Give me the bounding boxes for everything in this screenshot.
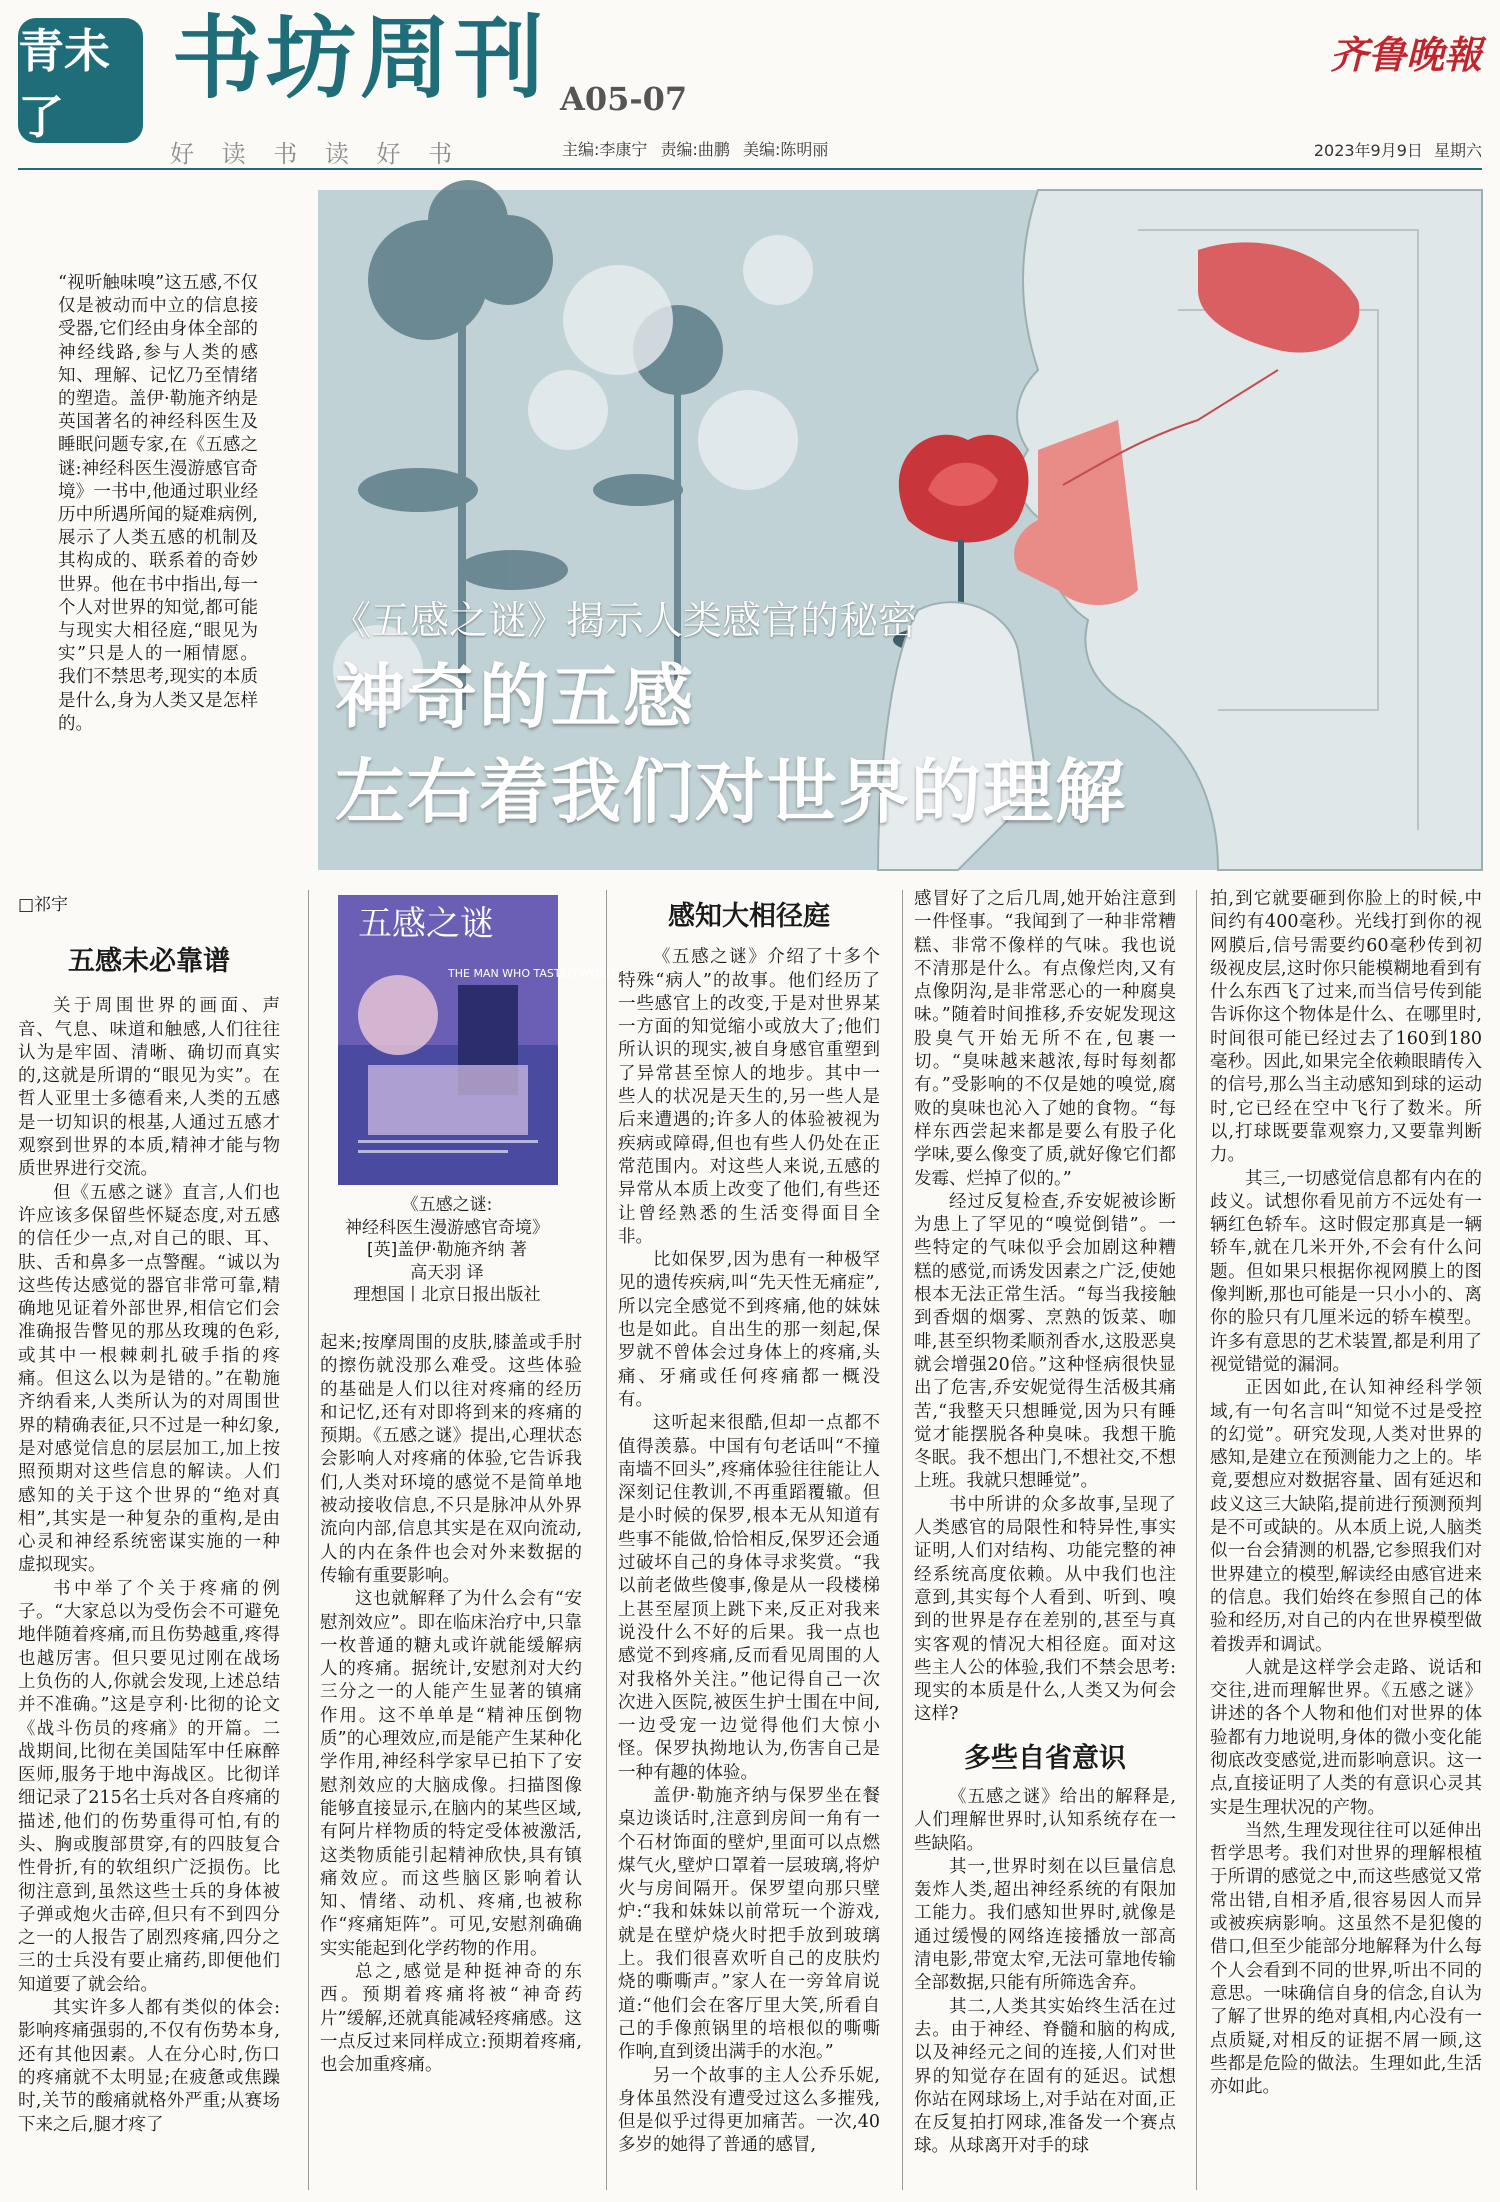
column-rule: [308, 890, 309, 2190]
subheading: 感知大相径庭: [668, 901, 830, 932]
paragraph: 但《五感之谜》直言,人们也许应该多保留些怀疑态度,对五感的信任少一点,对自己的眼、耳、肤、舌和鼻多一点警醒。“诚以为这些传达感觉的器官非常可靠,精确地见证着外部世界,相信它们会准确报告瞥见的那丛玫瑰的色彩,或其中一根棘刺扎破手指的疼痛。但这么以为是错的。”在勒施齐纳看来,人类所认为的对周围世界的精确表征,只不过是一种幻象,是对感觉信息的层层加工,加上按照预期对这些信息的解读。人们感知的关于这个世界的“绝对真相”,其实是一种复杂的重构,是由心灵和神经系统密谋实施的一种虚拟现实。: [18, 1182, 280, 1576]
paragraph: 其实许多人都有类似的体会:影响疼痛强弱的,不仅有伤势本身,还有其他因素。人在分心时,伤口的疼痛就不太明显;在疲惫或焦躁时,关节的酸痛就格外严重;从赛场下来之后,腿才疼了: [18, 1998, 280, 2135]
subheading: 五感未必靠谱: [68, 946, 230, 977]
book-publisher: 理想国丨北京日报出版社: [353, 1285, 541, 1305]
paragraph: 感冒好了之后几周,她开始注意到一件怪事。“我闻到了一种非常糟糕、非常不像样的气味。我也说不清那是什么。有点像烂肉,又有点像阴沟,是非常恶心的一种腐臭味。”随着时间推移,乔安妮发现这股臭气开始无所不在,包裹一切。“臭味越来越浓,每时每刻都有。”受影响的不仅是她的嗅觉,腐败的臭味也沁入了她的食物。“每样东西尝起来都是要么有股子化学味,要么像变了质,就好像它们都发霉、烂掉了似的。”: [914, 889, 1176, 1189]
paragraph: 其三,一切感觉信息都有内在的歧义。试想你看见前方不远处有一辆红色轿车。这时假定那真是一辆轿车,就在几米开外,不会有什么问题。但如果只根据你视网膜上的图像判断,那也可能是一只小小的、离你的脸只有几厘米远的轿车模型。许多有意思的艺术装置,都是利用了视觉错觉的漏洞。: [1210, 1168, 1482, 1375]
article-column-5: [1210, 888, 1482, 2195]
issue-date: 2023年9月9日 星期六: [1313, 141, 1482, 160]
paragraph: 书中所讲的众多故事,呈现了人类感官的局限性和特异性,事实证明,人们对结构、功能完整的神经系统高度依赖。从中我们也注意到,其实每个人看到、听到、嗅到的世界是存在差别的,甚至与真实客观的情况大相径庭。面对这些主人公的体验,我们不禁会思考:现实的本质是什么,人类又为何会这样?: [914, 1494, 1176, 1725]
masthead-rule: [18, 168, 1482, 170]
book-cover-image: [338, 895, 623, 1185]
book-cover-english: THE MAN WHO TASTED WORDS: [448, 967, 623, 980]
section-logo: 青未了: [18, 18, 143, 143]
paragraph: 人就是这样学会走路、说话和交往,进而理解世界。《五感之谜》讲述的各个人物和他们对世界的体验都有力地说明,身体的微小变化能彻底改变感觉,进而影响意识。这一点,直接证明了人类的有意识心灵其实是生理状况的产物。: [1210, 1657, 1482, 1818]
newspaper-logo: 齐鲁晚報: [1329, 32, 1482, 77]
paragraph: 拍,到它就要砸到你脸上的时候,中间约有400毫秒。光线打到你的视网膜后,信号需要约60毫秒传到初级视皮层,这时你只能模糊地看到有什么东西飞了过来,而当信号传到能告诉你这个物体是什么、在哪里时,时间很可能已经过去了160到180毫秒。因此,如果完全依赖眼睛传入的信号,那么当主动感知到球的运动时,它已经在空中飞行了数米。所以,打球既要靠观察力,又要靠判断力。: [1210, 889, 1482, 1166]
paragraph: 关于周围世界的画面、声音、气息、味道和触感,人们往往认为是牢固、清晰、确切而真实的,这就是所谓的“眼见为实”。在哲人亚里士多德看来,人类的五感是一切知识的根基,人通过五感才观察到世界的本质,精神才能与物质世界进行交流。: [18, 996, 280, 1180]
paragraph: 正因如此,在认知神经科学领域,有一句名言叫“知觉不过是受控的幻觉”。研究发现,人类对世界的感知,是建立在预测能力之上的。毕竟,要想应对数据容量、固有延迟和歧义这三大缺陷,提前进行预测预判是不可或缺的。从本质上说,人脑类似一台会猜测的机器,它参照我们对世界建立的模型,解读经由感官进来的信息。我们始终在参照自己的体验和经历,对自己的内在世界模型做着拨弄和调试。: [1210, 1378, 1482, 1655]
book-cover-title: 五感之谜: [358, 904, 494, 944]
article-column-4: [914, 888, 1176, 2195]
book-info: [322, 1194, 572, 1307]
article-column-1: [18, 946, 280, 2195]
paragraph: 经过反复检查,乔安妮被诊断为患上了罕见的“嗅觉倒错”。一些特定的气味似乎会加剧这种糟糕的感觉,而诱发因素之广泛,使她根本无法正常生活。“每当我接触到香烟的烟雾、烹熟的饭菜、咖啡,甚至织物柔顺剂香水,这股恶臭就会增强20倍。”这种怪病很快显出了危害,乔安妮觉得生活极其痛苦,“我整天只想睡觉,因为只有睡觉才能摆脱各种臭味。我想干脆冬眠。我不想出门,不想社交,不想上班。我就只想睡觉”。: [914, 1191, 1176, 1492]
page-number: A05-07: [560, 80, 688, 118]
paragraph: 总之,感觉是种挺神奇的东西。预期着疼痛将被“神奇药片”缓解,还就真能减轻疼痛感。这一点反过来同样成立:预期着疼痛,也会加重疼痛。: [320, 1962, 582, 2076]
column-rule: [902, 890, 903, 2190]
paragraph: 起来;按摩周围的皮肤,膝盖或手肘的擦伤就没那么难受。这些体验的基础是人们以往对疼痛的经历和记忆,还有对即将到来的疼痛的预期。《五感之谜》提出,心理状态会影响人对疼痛的体验,它告诉我们,人类对环境的感觉不是简单地被动接收信息,不只是脉冲从外界流向内部,信息其实是在双向流动,人的内在条件也会对外来数据的传输有重要影响。: [320, 1333, 582, 1586]
byline: □祁宇: [18, 895, 69, 915]
paragraph: 另一个故事的主人公乔乐妮,身体虽然没有遭受过这么多摧残,但是似乎过得更加痛苦。一次,40多岁的她得了普通的感冒,: [618, 2065, 880, 2156]
editor-credits: 主编:李康宁 责编:曲鹏 美编:陈明丽: [562, 140, 829, 159]
paragraph: 盖伊·勒施齐纳与保罗坐在餐桌边谈话时,注意到房间一角有一个石材饰面的壁炉,里面可以点燃煤气火,壁炉口罩着一层玻璃,将炉火与房间隔开。保罗望向那只壁炉:“我和妹妹以前常玩一个游戏,就是在壁炉烧火时把手放到玻璃上。我们很喜欢听自己的皮肤灼烧的嘶嘶声。”家人在一旁耸肩说道:“他们会在客厅里大笑,所看自己的手像煎锅里的培根似的嘶嘶作响,直到烫出满手的水泡。”: [618, 1785, 880, 2063]
paragraph: 其一,世界时刻在以巨量信息轰炸人类,超出神经系统的有限加工能力。我们感知世界时,就像是通过缓慢的网络连接播放一部高清电影,带宽太窄,无法可靠地传输全部数据,只能有所筛选舍弃。: [914, 1856, 1176, 1994]
subheading: 多些自省意识: [964, 1742, 1126, 1774]
book-author: [英]盖伊·勒施齐纳 著: [366, 1240, 528, 1260]
column-rule: [1196, 890, 1197, 2190]
paragraph: 比如保罗,因为患有一种极罕见的遗传疾病,叫“先天性无痛症”,所以完全感觉不到疼痛,他的妹妹也是如此。自出生的那一刻起,保罗就不曾体会过身体上的疼痛,头痛、牙痛或任何疼痛都一概没有。: [618, 1250, 880, 1410]
paragraph: 这听起来很酷,但却一点都不值得羡慕。中国有句老话叫“不撞南墙不回头”,疼痛体验往往能让人深刻记住教训,不再重蹈覆辙。但是小时候的保罗,根本无从知道有些事不能做,恰恰相反,保罗还会通过破坏自己的身体寻求奖赏。“我以前老做些傻事,像是从一段楼梯上甚至屋顶上跳下来,反正对我来说没什么不好的后果。我一点也感觉不到疼痛,反而看见周围的人对我格外关注。”他记得自己一次次进入医院,被医生护士围在中间,一边受宠一边觉得他们大惊小怪。保罗执拗地认为,伤害自己是一种有趣的体验。: [618, 1413, 880, 1783]
paragraph: 这也就解释了为什么会有“安慰剂效应”。即在临床治疗中,只靠一枚普通的糖丸或许就能缓解病人的疼痛。据统计,安慰剂对大约三分之一的人能产生显著的镇痛作用。这不单单是“精神压倒物质”的心理效应,而是能产生某种化学作用,神经科学家早已拍下了安慰剂效应的大脑成像。扫描图像能够直接显示,在脑内的某些区域,有阿片样物质的特定受体被激活,这类物质能引起精神欣快,具有镇痛效应。而这些脑区影响着认知、情绪、动机、疼痛,也被称作“疼痛矩阵”。可见,安慰剂确确实实能起到化学药物的作用。: [320, 1589, 582, 1959]
article-column-2: [320, 1332, 582, 2195]
headline-line-2: 左右着我们对世界的理解: [335, 750, 1127, 833]
column-rule: [606, 890, 607, 2190]
paragraph: 书中举了个关于疼痛的例子。“大家总以为受伤会不可避免地伴随着疼痛,而且伤势越重,疼得也越厉害。但只要见过刚在战场上负伤的人,你就会发现,上述总结并不准确。”这是亨利·比彻的论文《战斗伤员的疼痛》的开篇。二战期间,比彻在美国陆军中任麻醉医师,服务于地中海战区。比彻详细记录了215名士兵对各自疼痛的描述,他们的伤势重得可怕,有的头、胸或腹部贯穿,有的四肢复合性骨折,有的软组织广泛损伤。比彻注意到,虽然这些士兵的身体被子弹或炮火击碎,但只有不到四分之一的人报告了剧烈疼痛,四分之三的士兵没有要止痛药,即便他们知道要了就会给。: [18, 1578, 280, 1995]
book-title-line-1: 《五感之谜:: [401, 1195, 493, 1215]
book-translator: 高天羽 译: [410, 1262, 484, 1283]
section-title: 书坊周刊: [172, 6, 548, 111]
paragraph: 其二,人类其实始终生活在过去。由于神经、脊髓和脑的构成,以及神经元之间的连接,人们对世界的知觉存在固有的延迟。试想你站在网球场上,对手站在对面,正在反复拍打网球,准备发一个赛点球。从球离开对手的球: [914, 1996, 1176, 2157]
article-subtitle: 《五感之谜》揭示人类感官的秘密: [332, 599, 918, 644]
book-title-line-2: 神经科医生漫游感官奇境》: [345, 1217, 549, 1238]
slogan: 好 读 书 读 好 书: [170, 140, 463, 168]
article-column-3: [618, 901, 880, 2195]
paragraph: 当然,生理发现往往可以延伸出哲学思考。我们对世界的理解根植于所谓的感觉之中,而这些感觉又常常出错,自相矛盾,很容易因人而异或被疾病影响。这虽然不是犯傻的借口,但至少能部分地解释为什么每个人会看到不同的世界,听出不同的意思。一味确信自身的信念,自认为了解了世界的绝对真相,内心没有一点质疑,对相反的证据不屑一顾,这些都是危险的做法。生理如此,生活亦如此。: [1210, 1820, 1482, 2098]
intro-text: “视听触味嗅”这五感,不仅仅是被动而中立的信息接受器,它们经由身体全部的神经线路,参与人类的感知、理解、记忆乃至情绪的塑造。盖伊·勒施齐纳是英国著名的神经科医生及睡眠问题专家,在《五感之谜:神经科医生漫游感官奇境》一书中,他通过职业经历中所遇所闻的疑难病例,展示了人类五感的机制及其构成的、联系着的奇妙世界。他在书中指出,每一个人对世界的知觉,都可能与现实大相径庭,“眼见为实”只是人的一厢情愿。我们不禁思考,现实的本质是什么,身为人类又是怎样的。: [58, 273, 258, 734]
paragraph: 《五感之谜》给出的解释是,人们理解世界时,认知系统存在一些缺陷。: [914, 1786, 1176, 1854]
headline-line-1: 神奇的五感: [335, 655, 695, 738]
paragraph: 《五感之谜》介绍了十多个特殊“病人”的故事。他们经历了一些感官上的改变,于是对世界某一方面的知觉缩小或放大了;他们所认识的现实,被自身感官重塑到了异常甚至惊人的地步。其中一些人的状况是天生的,另一些人是后来遭遇的;许多人的体验被视为疾病或障碍,但也有些人仍处在正常范围内。对这些人来说,五感的异常从本质上改变了他们,有些还让曾经熟悉的生活变得面目全非。: [618, 947, 880, 1247]
